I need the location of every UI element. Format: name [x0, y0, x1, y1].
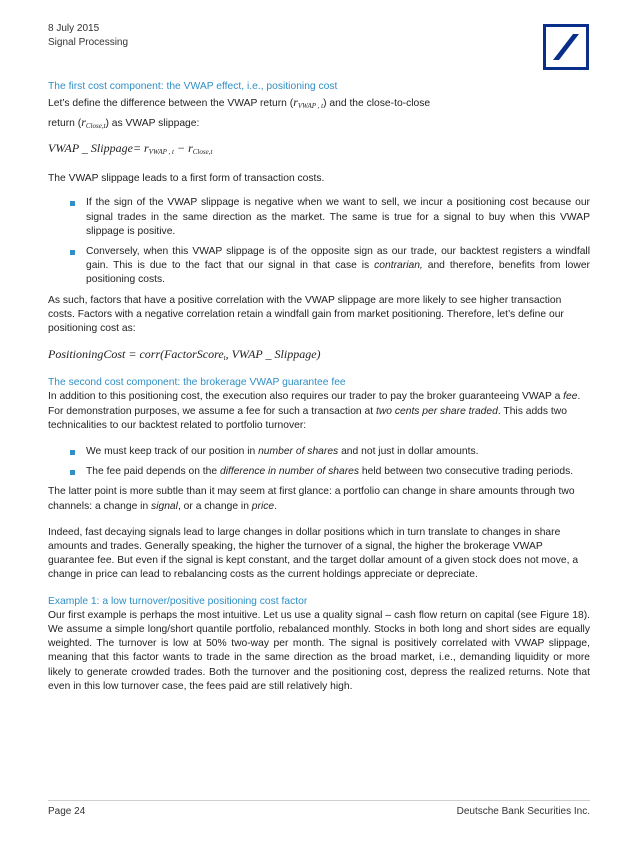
section-heading-cost2: The second cost component: the brokerage VWAP guarantee fee	[48, 377, 346, 389]
bullet-square-icon	[70, 201, 75, 206]
page-number: Page 24	[48, 806, 86, 817]
header-date: 8 July 2015	[48, 23, 100, 34]
vwap-slippage-equation: VWAP _ Slippage= $r_{VWAP , t} - r_{Close,t}$	[48, 141, 213, 157]
paragraph: As such, factors that have a positive correlation with the VWAP slippage are more likely to see higher transaction costs. Factors with a negative correlation retain a windfall gain from market positioning. Therefore, let’s define our positioning cost as:	[48, 294, 564, 335]
list-item: Conversely, when this VWAP slippage is of the opposite sign as our trade, our backtest registers a windfall gain. This is due to the fact that our signal in that case is contrarian, and therefore, benefits from lower positioning costs.	[48, 245, 590, 288]
page-header	[48, 22, 128, 50]
main-content	[48, 80, 590, 694]
paragraph: Our first example is perhaps the most intuitive. Let us use a quality signal – cash flow return on capital (see Figure 18). We assume a simple long/short quantile portfolio, rebalanced monthly. Stocks in both long and short sides are equally weighted. The turnover is low at 50% two-way per month. The signal is positively correlated with VWAP slippage, meaning that this factor wants to trade in the same direction as the broad market, i.e., demanding liquidity or more likely to generate crowded trades. Both the turnover and the positioning cost, depress the realized returns. Note that even in this low turnover case, the fees paid are still relatively high.	[48, 609, 590, 692]
paragraph: The VWAP slippage leads to a first form of transaction costs.	[48, 173, 325, 185]
paragraph: The latter point is more subtle than it may seem at first glance: a portfolio can change in share amounts through two channels: a change in signal, or a change in price.	[48, 486, 575, 512]
paragraph: In addition to this positioning cost, the execution also requires our trader to pay the broker guaranteeing VWAP a fee. For demonstration purposes, we assume a fee for such a transaction at two cents per share traded. This adds two technicalities to our backtest related to portfolio turnover:	[48, 391, 581, 431]
paragraph: Indeed, fast decaying signals lead to large changes in dollar positions which in turn translate to changes in share amounts and trades. Generally speaking, the higher the turnover of a signal, the higher the brokerage VWAP guarantee fee. But even if the signal is kept constant, and the target dollar amount of a given stock does not move, a change in price can lead to rebalancing costs as the current holdings appreciate or depreciate.	[48, 526, 579, 581]
bullet-square-icon	[70, 470, 75, 475]
bullet-square-icon	[70, 250, 75, 255]
positioning-cost-equation: PositioningCost = corr(FactorScore$_t$, VWAP _ Slippage)	[48, 347, 321, 363]
section-heading-example1: Example 1: a low turnover/positive positioning cost factor	[48, 595, 308, 607]
bullet-square-icon	[70, 450, 75, 455]
deutsche-bank-logo	[543, 24, 589, 70]
bullet-list	[48, 445, 590, 479]
section-heading-cost1: The first cost component: the VWAP effect, i.e., positioning cost	[48, 81, 338, 92]
list-item: If the sign of the VWAP slippage is negative when we want to sell, we incur a positioning cost because our signal trades in the same direction as the market. The same is true for a signal to buy when this VWAP slippage is positive.	[48, 196, 590, 239]
header-section: Signal Processing	[48, 37, 129, 48]
footer-company: Deutsche Bank Securities Inc.	[456, 806, 590, 817]
paragraph: Let’s define the difference between the VWAP return $(r_{VWAP , t})$ and the close-to-close return $(r_{Close,t})$ as VWAP slippage:	[48, 95, 431, 131]
list-item: The fee paid depends on the difference in number of shares held between two consecutive trading periods.	[48, 465, 590, 479]
footer-divider	[48, 800, 590, 801]
bullet-list	[48, 196, 590, 287]
list-item: We must keep track of our position in number of shares and not just in dollar amounts.	[48, 445, 590, 459]
